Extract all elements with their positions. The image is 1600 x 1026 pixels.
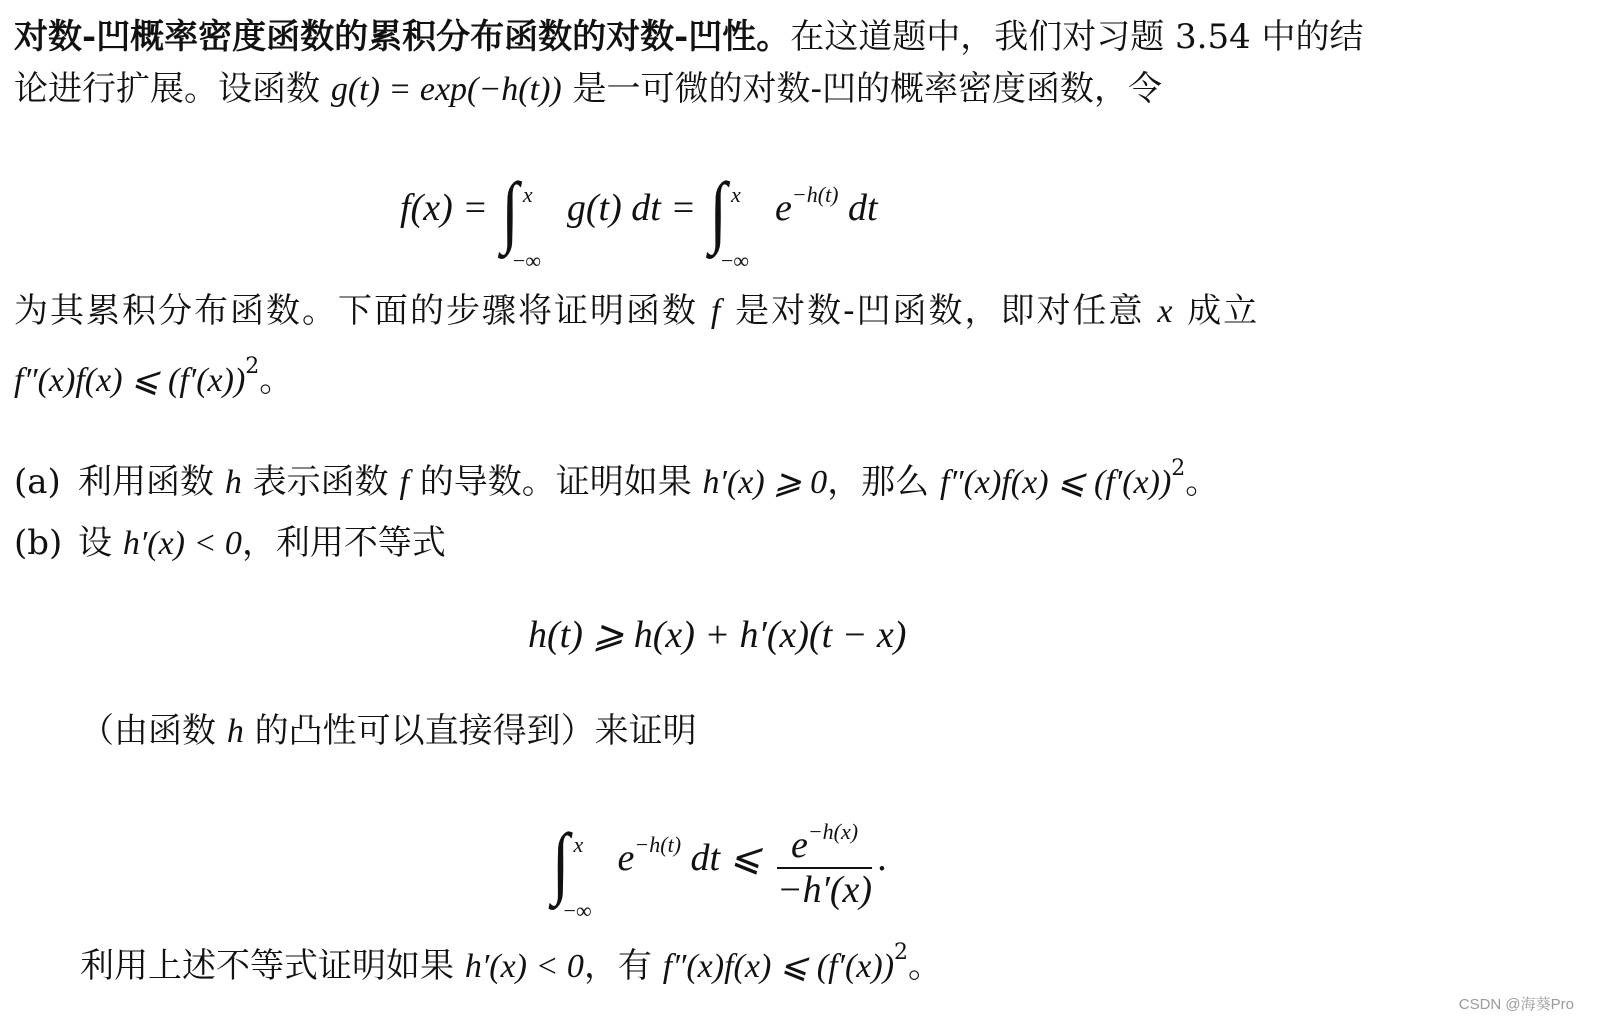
fraction-denominator: −h′(x) — [776, 869, 873, 911]
part-b2-text-1: （由函数 — [80, 711, 227, 751]
integral-upper: x — [522, 182, 533, 207]
fraction-numerator — [777, 812, 872, 869]
final-end: 。 — [908, 946, 943, 986]
part-a-math-1: h′(x) ⩾ 0 — [702, 464, 828, 501]
part-b-math-1: h′(x) < 0 — [122, 525, 242, 562]
intro-text-2b: 是一可微的对数-凹的概率密度函数，令 — [561, 69, 1163, 109]
eq3-fraction — [777, 812, 872, 911]
equation-cdf — [400, 166, 878, 273]
intro-line-2 — [14, 66, 1162, 113]
watermark: CSDN @海葵Pro — [1458, 996, 1574, 1013]
part-a-text-1: 利用函数 — [78, 462, 225, 502]
part-b-text-2: ，利用不等式 — [241, 523, 446, 563]
part-b2-text-2: 的凸性可以直接得到）来证明 — [243, 711, 697, 751]
para2-end: 。 — [259, 360, 294, 400]
eq3-num-power: −h(x) — [807, 819, 859, 844]
final-text-2: ，有 — [583, 946, 663, 986]
integral-upper: x — [731, 182, 741, 207]
integral-lower: −∞ — [721, 248, 750, 273]
para2-f: f — [710, 293, 723, 330]
integral-lower: −∞ — [512, 248, 541, 273]
final-math-2: f″(x)f(x) ⩽ (f′(x)) — [662, 948, 895, 985]
para2-sup: 2 — [245, 354, 260, 379]
para2-inequality: f″(x)f(x) ⩽ (f′(x)) — [14, 362, 246, 399]
para2-text-b: 是对数-凹函数，即对任意 — [722, 291, 1158, 331]
integral-lower: −∞ — [563, 898, 592, 924]
para2-text-a: 为其累积分布函数。下面的步骤将证明函数 — [14, 291, 711, 331]
part-a-math-2: f″(x)f(x) ⩽ (f′(x)) — [940, 464, 1172, 501]
eq3-mid: dt ⩽ — [681, 837, 771, 880]
part-a-h: h — [224, 464, 242, 501]
part-a-text-3: 的导数。证明如果 — [408, 462, 703, 502]
final-text-1: 利用上述不等式证明如果 — [80, 946, 465, 986]
eq1-mid: g(t) dt = — [566, 187, 706, 229]
equation-bound — [548, 812, 888, 924]
equation-convexity: h(t) ⩾ h(x) + h′(x)(t − x) — [528, 614, 907, 656]
intro-line-1 — [14, 14, 1364, 60]
intro-text-1: 在这道题中，我们对习题 3.54 中的结 — [790, 17, 1364, 57]
part-a — [14, 446, 1219, 506]
integral-sign: ∫ — [552, 816, 570, 906]
intro-text-2a: 论进行扩展。设函数 — [14, 69, 331, 109]
part-b-text-1: 设 — [78, 523, 123, 563]
part-a-label: (a) — [14, 462, 61, 502]
integral-upper: x — [573, 832, 584, 858]
eq1-exp-power: −h(t) — [791, 182, 839, 207]
integral-sign: ∫ — [709, 166, 728, 256]
part-b — [14, 520, 446, 567]
para2-text-c: 成立 — [1174, 291, 1260, 331]
part-b2-h: h — [226, 713, 244, 750]
eq1-lhs: f(x) = — [400, 187, 498, 229]
part-a-f: f — [399, 464, 409, 501]
eq3-exp-base: e — [617, 837, 635, 880]
part-a-sup: 2 — [1171, 456, 1186, 481]
eq1-exp-base: e — [775, 187, 792, 229]
part-a-text-2: 表示函数 — [241, 462, 400, 502]
para2-line-1 — [14, 288, 1259, 335]
problem-title: 对数-凹概率密度函数的累积分布函数的对数-凹性。 — [14, 17, 791, 57]
final-math-1: h′(x) < 0 — [464, 948, 584, 985]
final-sup: 2 — [894, 940, 909, 965]
final-line — [80, 930, 942, 990]
para2-x: x — [1157, 293, 1175, 330]
part-a-end: 。 — [1185, 462, 1220, 502]
part-b-continued — [80, 708, 697, 755]
eq3-num-base: e — [790, 824, 808, 866]
part-a-text-4: ，那么 — [827, 462, 940, 502]
intro-math-g: g(t) = exp(−h(t)) — [330, 71, 562, 108]
integral-sign: ∫ — [501, 166, 519, 256]
eq3-end: . — [878, 837, 888, 880]
eq1-tail: dt — [838, 187, 878, 229]
para2-line-2 — [14, 344, 293, 404]
eq3-exp-power: −h(t) — [634, 832, 682, 858]
part-b-label: (b) — [14, 523, 63, 563]
